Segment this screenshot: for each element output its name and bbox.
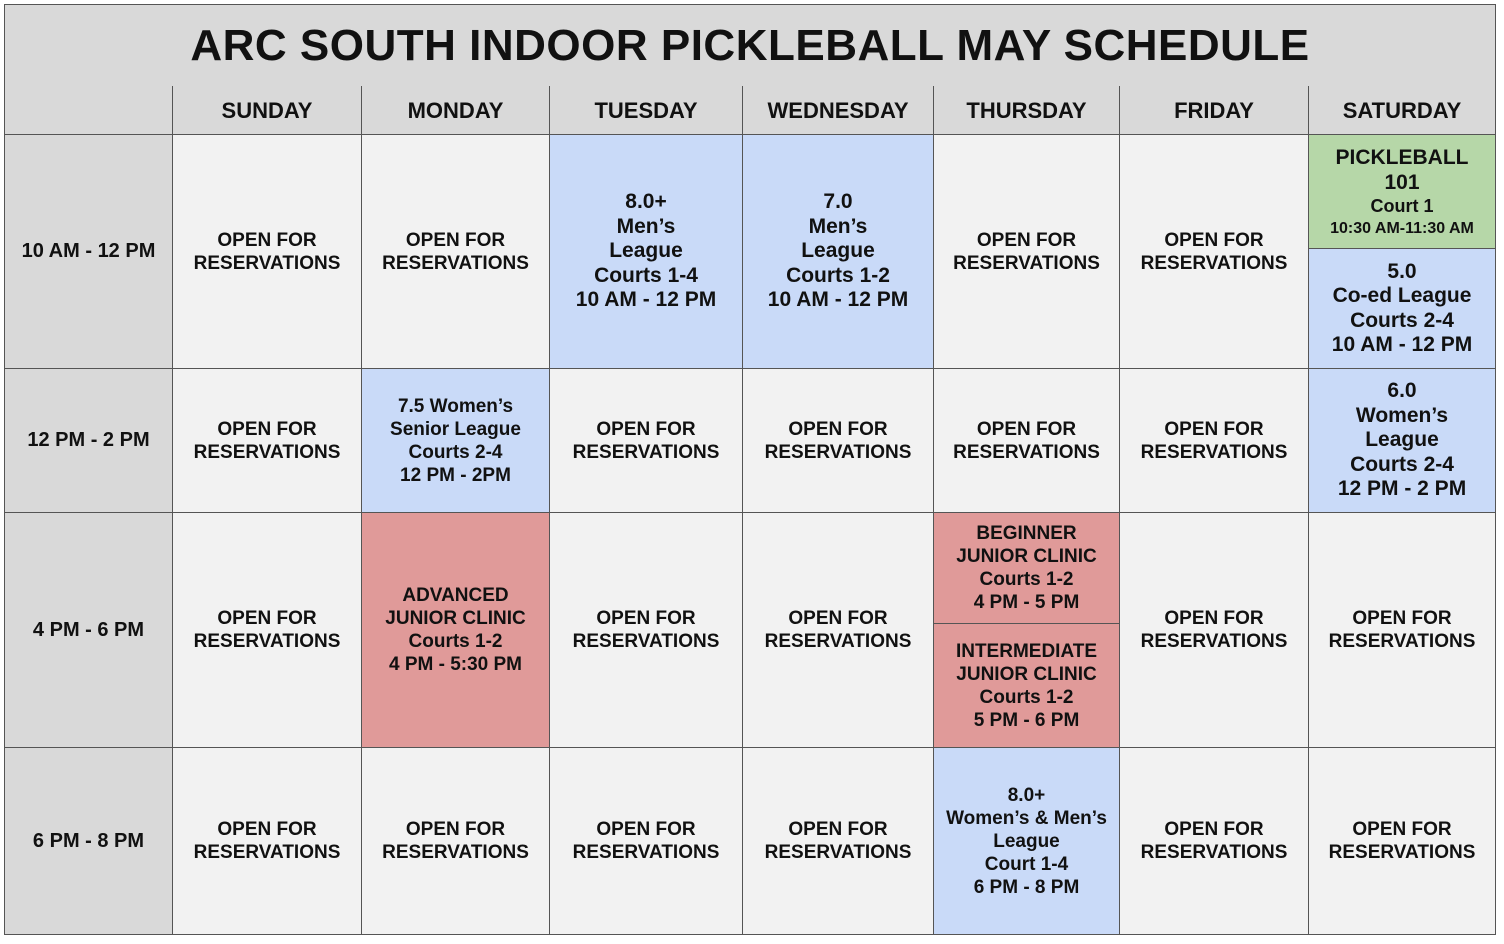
cell-line: League [1365, 428, 1439, 452]
open-for-reservations [173, 369, 362, 513]
cell-line: OPEN FOR [405, 229, 506, 251]
cell-line: RESERVATIONS [193, 441, 341, 463]
open-for-reservations [934, 135, 1120, 369]
cell-line: Courts 1-4 [594, 263, 698, 287]
cell-line: JUNIOR CLINIC [956, 663, 1097, 685]
time-slot: 6 PM - 8 PM [4, 748, 173, 935]
cell-line: Co-ed League [1332, 284, 1472, 307]
open-for-reservations [934, 369, 1120, 513]
cell-line: 10 AM - 12 PM [767, 288, 909, 312]
cell-line: 12 PM - 2 PM [1337, 477, 1467, 501]
cell-line: OPEN FOR [1352, 819, 1452, 840]
cell-line: OPEN FOR [788, 418, 888, 440]
cell-line: INTERMEDIATE [955, 640, 1098, 662]
open-for-reservations [362, 135, 550, 369]
cell-line: 12 PM - 2PM [400, 464, 511, 486]
cell-line: OPEN FOR [1164, 819, 1264, 840]
cell-line: OPEN FOR [217, 229, 317, 251]
header-corner [4, 86, 173, 135]
cell-line: 4 PM - 5:30 PM [388, 654, 523, 675]
cell-line: Men’s [616, 214, 676, 238]
cell-line: Court 1 [1370, 195, 1434, 216]
cell-line: Courts 1-2 [786, 263, 890, 287]
cell-line: OPEN FOR [976, 418, 1077, 440]
event-sat-12 [1309, 369, 1496, 513]
cell-line: Court 1-4 [984, 853, 1069, 875]
cell-line: OPEN FOR [217, 819, 317, 840]
header-sunday: SUNDAY [173, 86, 362, 135]
cell-line: RESERVATIONS [764, 631, 912, 652]
cell-line: 4 PM - 5 PM [973, 592, 1080, 613]
cell-line: OPEN FOR [788, 819, 888, 840]
event-thu-6 [934, 748, 1120, 935]
cell-line: Women’s [1355, 403, 1449, 427]
cell-line: OPEN FOR [788, 608, 888, 629]
schedule-sheet [4, 4, 1496, 936]
cell-line: 5.0 [1387, 259, 1417, 283]
open-for-reservations [1309, 748, 1496, 935]
time-slot: 12 PM - 2 PM [4, 369, 173, 513]
header-wednesday: WEDNESDAY [743, 86, 934, 135]
cell-line: RESERVATIONS [1140, 252, 1288, 274]
cell-line: 7.0 [823, 190, 853, 214]
cell-line: OPEN FOR [976, 229, 1077, 251]
cell-line: 10:30 AM-11:30 AM [1330, 219, 1474, 237]
cell-line: RESERVATIONS [764, 441, 912, 463]
cell-line: 6.0 [1387, 379, 1417, 403]
open-for-reservations [1120, 513, 1309, 748]
cell-line: 6 PM - 8 PM [973, 876, 1080, 898]
cell-line: Courts 2-4 [408, 441, 503, 463]
cell-line: 5 PM - 6 PM [973, 709, 1080, 731]
open-for-reservations [173, 748, 362, 935]
cell-line: RESERVATIONS [1140, 441, 1288, 463]
cell-line: 8.0+ [1007, 784, 1046, 806]
cell-line: RESERVATIONS [1328, 842, 1476, 863]
header-saturday: SATURDAY [1309, 86, 1496, 135]
cell-line: Senior League [390, 418, 521, 440]
cell-line: Courts 2-4 [1350, 452, 1454, 476]
cell-line: 8.0+ [625, 190, 667, 214]
cell-line: RESERVATIONS [953, 441, 1100, 463]
cell-line: BEGINNER [976, 523, 1077, 544]
cell-line: RESERVATIONS [193, 631, 341, 652]
cell-line: OPEN FOR [596, 819, 696, 840]
cell-line: OPEN FOR [217, 418, 317, 440]
cell-line: PICKLEBALL [1335, 145, 1469, 169]
event-tue-10 [550, 135, 743, 369]
cell-line: Courts 2-4 [1350, 308, 1454, 332]
event-pickleball-101 [1309, 135, 1496, 249]
cell-line: RESERVATIONS [572, 631, 720, 652]
cell-line: OPEN FOR [217, 608, 317, 629]
cell-line: JUNIOR CLINIC [385, 608, 526, 629]
cell-line: League [801, 239, 875, 263]
cell-line: RESERVATIONS [382, 252, 529, 274]
cell-line: Women’s & Men’s [946, 807, 1107, 829]
cell-line: Courts 1-2 [408, 631, 503, 652]
cell-line: JUNIOR CLINIC [956, 546, 1097, 567]
open-for-reservations [362, 748, 550, 935]
page-title: ARC SOUTH INDOOR PICKLEBALL MAY SCHEDULE [4, 4, 1496, 88]
open-for-reservations [550, 369, 743, 513]
cell-line: League [609, 239, 683, 263]
cell-line: Men’s [808, 214, 868, 238]
cell-line: RESERVATIONS [1328, 631, 1476, 652]
cell-line: RESERVATIONS [193, 842, 341, 863]
cell-line: ADVANCED [402, 585, 509, 606]
cell-line: Courts 1-2 [979, 569, 1074, 590]
cell-line: RESERVATIONS [953, 252, 1100, 274]
event-coed-league [1309, 249, 1496, 369]
cell-line: OPEN FOR [1164, 608, 1264, 629]
open-for-reservations [743, 513, 934, 748]
cell-line: RESERVATIONS [1140, 842, 1288, 863]
time-slot: 10 AM - 12 PM [4, 135, 173, 369]
cell-line: RESERVATIONS [193, 252, 341, 274]
header-monday: MONDAY [362, 86, 550, 135]
open-for-reservations [743, 748, 934, 935]
cell-line: 10 AM - 12 PM [1331, 333, 1473, 356]
cell-line: OPEN FOR [596, 608, 696, 629]
cell-line: OPEN FOR [1164, 418, 1264, 440]
open-for-reservations [1120, 748, 1309, 935]
cell-line: RESERVATIONS [572, 842, 720, 863]
cell-line: OPEN FOR [1352, 608, 1452, 629]
open-for-reservations [550, 513, 743, 748]
cell-line: 10 AM - 12 PM [575, 288, 717, 312]
cell-line: RESERVATIONS [572, 441, 720, 463]
cell-line: RESERVATIONS [1140, 631, 1288, 652]
open-for-reservations [1120, 135, 1309, 369]
event-mon-4 [362, 513, 550, 748]
cell-line: 7.5 Women’s [397, 395, 514, 417]
open-for-reservations [1120, 369, 1309, 513]
event-intermediate-clinic [934, 624, 1120, 748]
open-for-reservations [743, 369, 934, 513]
cell-line: Courts 1-2 [979, 686, 1074, 708]
open-for-reservations [1309, 513, 1496, 748]
cell-line: RESERVATIONS [764, 842, 912, 863]
event-mon-12 [362, 369, 550, 513]
event-wed-10 [743, 135, 934, 369]
cell-line: OPEN FOR [596, 418, 696, 440]
header-tuesday: TUESDAY [550, 86, 743, 135]
cell-line: OPEN FOR [405, 819, 506, 840]
open-for-reservations [550, 748, 743, 935]
cell-line: OPEN FOR [1164, 229, 1264, 251]
open-for-reservations [173, 513, 362, 748]
header-thursday: THURSDAY [934, 86, 1120, 135]
time-slot: 4 PM - 6 PM [4, 513, 173, 748]
cell-line: RESERVATIONS [382, 842, 529, 863]
event-beginner-clinic [934, 513, 1120, 624]
open-for-reservations [173, 135, 362, 369]
header-friday: FRIDAY [1120, 86, 1309, 135]
cell-line: 101 [1384, 170, 1420, 194]
cell-line: League [993, 830, 1060, 852]
